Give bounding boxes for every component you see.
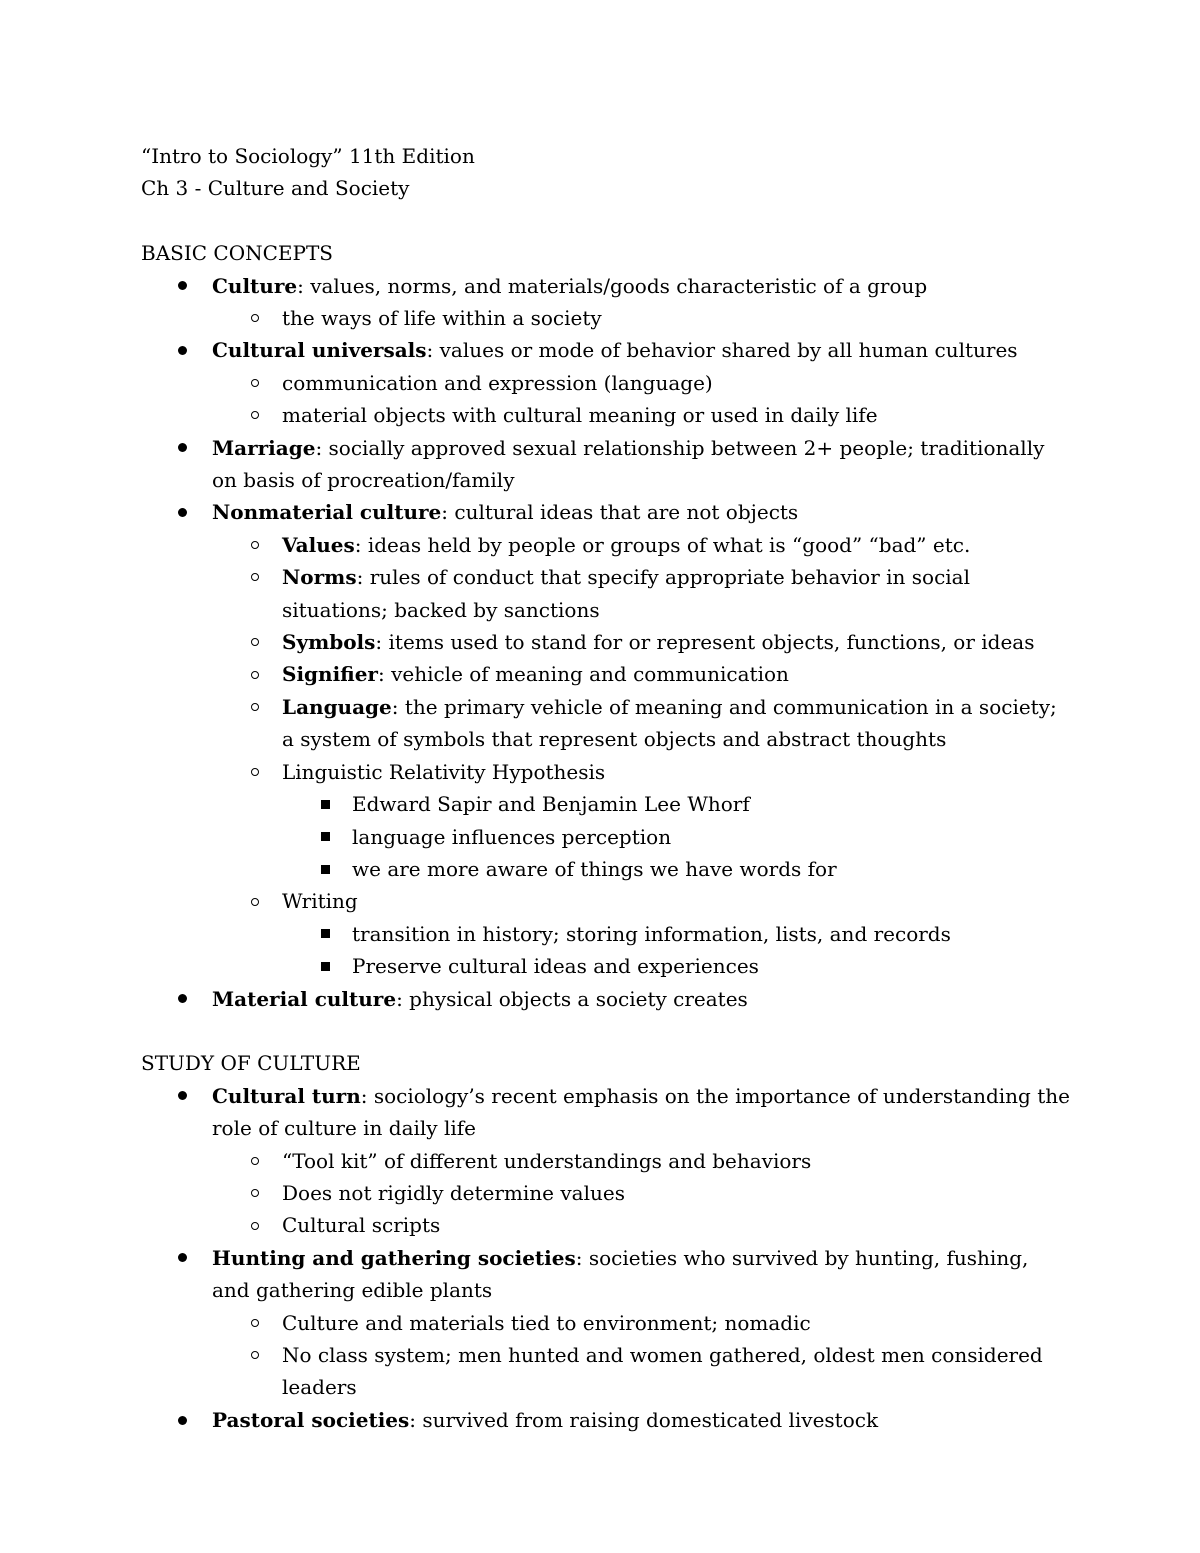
sub-bullet-item <box>141 302 1071 334</box>
hollow-bullet-icon-shape <box>251 1157 259 1165</box>
hollow-bullet-icon <box>245 756 265 788</box>
sub-bullet-item <box>141 1339 1071 1404</box>
term: Values <box>282 532 355 557</box>
sub-bullet-item <box>141 885 1071 917</box>
item-text: language influences perception <box>352 824 672 849</box>
hollow-bullet-icon-shape <box>251 1222 259 1230</box>
hollow-bullet-icon <box>245 399 265 431</box>
filled-bullet-icon-shape <box>178 1253 187 1262</box>
hollow-bullet-icon-shape <box>251 1351 259 1359</box>
hollow-bullet-icon <box>245 1339 265 1371</box>
term: Symbols <box>282 630 376 655</box>
hollow-bullet-icon-shape <box>251 1319 259 1327</box>
hollow-bullet-icon-shape <box>251 703 259 711</box>
item-text: we are more aware of things we have words for <box>352 856 837 881</box>
sub-bullet-item <box>141 658 1071 690</box>
definition-text: : societies who survived by hunting, fushing, and gathering edible plants <box>212 1245 1029 1303</box>
square-bullet-icon-shape <box>321 800 330 809</box>
square-bullet-icon-shape <box>321 832 330 841</box>
definition-text: Writing <box>282 889 358 914</box>
hollow-bullet-icon-shape <box>251 314 259 322</box>
term: Material culture <box>212 986 397 1011</box>
term: Language <box>282 694 392 719</box>
term: Pastoral societies <box>212 1407 410 1432</box>
sub-bullet-item <box>141 399 1071 431</box>
filled-bullet-icon-shape <box>178 1416 187 1425</box>
hollow-bullet-icon <box>245 885 265 917</box>
bullet-list <box>141 270 1071 1015</box>
bullet-item <box>141 1080 1071 1145</box>
term: Norms <box>282 565 357 590</box>
sub-sub-bullet-item <box>141 821 1071 853</box>
hollow-bullet-icon-shape <box>251 573 259 581</box>
section-heading: BASIC CONCEPTS <box>141 241 334 266</box>
sub-bullet-item <box>141 756 1071 788</box>
hollow-bullet-icon <box>245 1209 265 1241</box>
filled-bullet-icon-shape <box>178 443 187 452</box>
square-bullet-icon <box>315 821 335 853</box>
filled-bullet-icon-shape <box>178 508 187 517</box>
filled-bullet-icon <box>172 1404 192 1436</box>
notes-sections <box>141 205 1071 1436</box>
sub-sub-bullet-item <box>141 788 1071 820</box>
filled-bullet-icon <box>172 432 192 464</box>
sub-bullet-item <box>141 1209 1071 1241</box>
hollow-bullet-icon <box>245 367 265 399</box>
hollow-bullet-icon-shape <box>251 541 259 549</box>
bullet-item <box>141 1404 1071 1436</box>
bullet-item <box>141 1242 1071 1307</box>
filled-bullet-icon <box>172 983 192 1015</box>
definition-text: Linguistic Relativity Hypothesis <box>282 759 606 784</box>
hollow-bullet-icon-shape <box>251 898 259 906</box>
definition-text: : sociology’s recent emphasis on the importance of understanding the role of culture in daily life <box>212 1083 1070 1141</box>
definition-text: : rules of conduct that specify appropriate behavior in social situations; backed by sanctions <box>282 565 970 622</box>
hollow-bullet-icon <box>245 529 265 561</box>
definition-text: Cultural scripts <box>282 1213 441 1238</box>
sub-sub-bullet-item <box>141 918 1071 950</box>
item-text: transition in history; storing information, lists, and records <box>352 921 951 946</box>
sub-sub-bullet-item <box>141 950 1071 982</box>
definition-text: : values or mode of behavior shared by all human cultures <box>426 338 1018 363</box>
definition-text: No class system; men hunted and women gathered, oldest men considered leaders <box>282 1343 1043 1400</box>
hollow-bullet-icon-shape <box>251 768 259 776</box>
chapter-title: Ch 3 - Culture and Society <box>141 176 410 201</box>
hollow-bullet-icon <box>245 302 265 334</box>
hollow-bullet-icon <box>245 626 265 658</box>
hollow-bullet-icon-shape <box>251 411 259 419</box>
bullet-item <box>141 496 1071 528</box>
item-text: Edward Sapir and Benjamin Lee Whorf <box>352 792 750 817</box>
term: Hunting and gathering societies <box>212 1245 576 1270</box>
term: Signifier <box>282 662 378 687</box>
square-bullet-icon <box>315 950 335 982</box>
bullet-item <box>141 983 1071 1015</box>
filled-bullet-icon <box>172 1080 192 1112</box>
bullet-list <box>141 1080 1071 1436</box>
square-bullet-icon <box>315 853 335 885</box>
hollow-bullet-icon-shape <box>251 671 259 679</box>
section-spacer <box>141 1015 1071 1047</box>
filled-bullet-icon <box>172 334 192 366</box>
book-title: “Intro to Sociology” 11th Edition <box>141 144 475 168</box>
hollow-bullet-icon-shape <box>251 1189 259 1197</box>
term: Nonmaterial culture <box>212 500 442 525</box>
bullet-item <box>141 432 1071 497</box>
term: Cultural turn <box>212 1083 361 1108</box>
item-text: Preserve cultural ideas and experiences <box>352 954 759 979</box>
term: Marriage <box>212 435 316 460</box>
hollow-bullet-icon-shape <box>251 379 259 387</box>
definition-text: : items used to stand for or represent objects, functions, or ideas <box>375 630 1035 655</box>
definition-text: : ideas held by people or groups of what is “good” “bad” etc. <box>354 532 971 557</box>
filled-bullet-icon-shape <box>178 346 187 355</box>
square-bullet-icon <box>315 918 335 950</box>
filled-bullet-icon <box>172 1242 192 1274</box>
section-heading: STUDY OF CULTURE <box>141 1051 361 1076</box>
document-body <box>141 140 1071 1436</box>
square-bullet-icon-shape <box>321 929 330 938</box>
sub-bullet-item <box>141 529 1071 561</box>
hollow-bullet-icon-shape <box>251 638 259 646</box>
filled-bullet-icon <box>172 496 192 528</box>
term: Cultural universals <box>212 338 427 363</box>
filled-bullet-icon-shape <box>178 994 187 1003</box>
bullet-item <box>141 270 1071 302</box>
term: Culture <box>212 273 298 298</box>
section-spacer <box>141 205 1071 237</box>
definition-text: : cultural ideas that are not objects <box>441 500 799 525</box>
filled-bullet-icon <box>172 270 192 302</box>
sub-bullet-item <box>141 367 1071 399</box>
definition-text: : physical objects a society creates <box>396 986 748 1011</box>
sub-bullet-item <box>141 626 1071 658</box>
definition-text: : vehicle of meaning and communication <box>377 662 789 687</box>
definition-text: Culture and materials tied to environment; nomadic <box>282 1310 811 1335</box>
definition-text: : socially approved sexual relationship between 2+ people; traditionally on basis of procreation/family <box>212 435 1045 493</box>
definition-text: “Tool kit” of different understandings and behaviors <box>282 1148 812 1173</box>
hollow-bullet-icon <box>245 658 265 690</box>
filled-bullet-icon-shape <box>178 281 187 290</box>
sub-bullet-item <box>141 1307 1071 1339</box>
hollow-bullet-icon <box>245 1177 265 1209</box>
definition-text: communication and expression (language) <box>282 370 713 395</box>
definition-text: : survived from raising domesticated livestock <box>409 1407 879 1432</box>
definition-text: Does not rigidly determine values <box>282 1180 625 1205</box>
square-bullet-icon-shape <box>321 865 330 874</box>
hollow-bullet-icon <box>245 1145 265 1177</box>
definition-text: the ways of life within a society <box>282 306 602 331</box>
hollow-bullet-icon <box>245 561 265 593</box>
sub-bullet-item <box>141 1145 1071 1177</box>
definition-text: : the primary vehicle of meaning and communication in a society; a system of symbols that represent objects and abstract thoughts <box>282 694 1057 752</box>
sub-sub-bullet-item <box>141 853 1071 885</box>
sub-bullet-item <box>141 1177 1071 1209</box>
bullet-item <box>141 334 1071 366</box>
square-bullet-icon-shape <box>321 962 330 971</box>
filled-bullet-icon-shape <box>178 1091 187 1100</box>
square-bullet-icon <box>315 788 335 820</box>
sub-bullet-item <box>141 561 1071 626</box>
definition-text: material objects with cultural meaning or used in daily life <box>282 403 878 428</box>
hollow-bullet-icon <box>245 1307 265 1339</box>
hollow-bullet-icon <box>245 691 265 723</box>
definition-text: : values, norms, and materials/goods characteristic of a group <box>297 273 928 298</box>
sub-bullet-item <box>141 691 1071 756</box>
